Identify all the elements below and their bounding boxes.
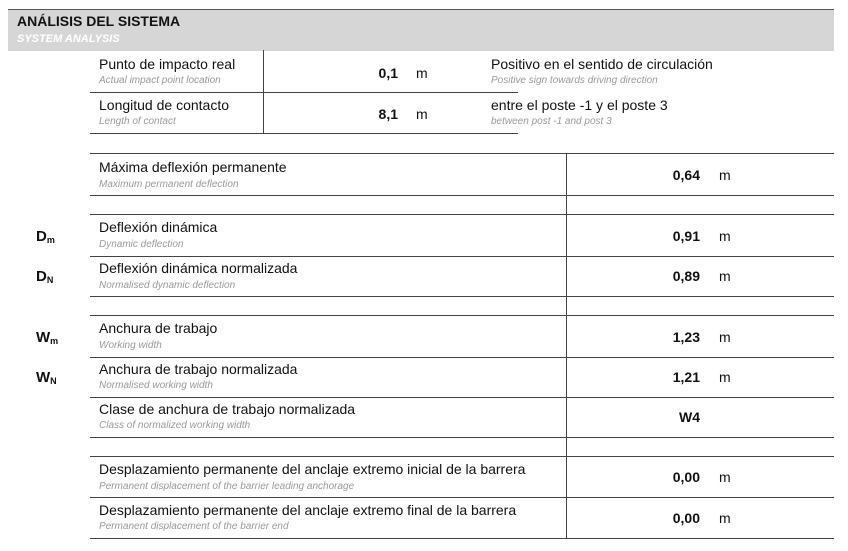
value: 0,91 xyxy=(672,228,700,244)
unit: m xyxy=(719,329,731,345)
value: 0,64 xyxy=(672,167,700,183)
label-en: Working width xyxy=(99,340,162,351)
note: entre el poste -1 y el poste 3 xyxy=(491,97,668,113)
label-en: Maximum permanent deflection xyxy=(99,179,239,190)
label-en: Normalised dynamic deflection xyxy=(99,280,236,291)
label: Desplazamiento permanente del anclaje extremo final de la barrera xyxy=(99,502,517,518)
section-title: ANÁLISIS DEL SISTEMA xyxy=(17,13,181,29)
label-en: Permanent displacement of the barrier leading anchorage xyxy=(99,481,355,492)
label: Deflexión dinámica xyxy=(99,219,218,235)
unit: m xyxy=(719,167,731,183)
divider xyxy=(90,153,834,154)
divider xyxy=(90,497,834,498)
divider xyxy=(90,456,834,457)
label: Deflexión dinámica normalizada xyxy=(99,260,298,276)
value: 0,00 xyxy=(672,510,700,526)
section-subtitle: SYSTEM ANALYSIS xyxy=(17,33,120,45)
note-en: between post -1 and post 3 xyxy=(491,116,612,127)
unit: m xyxy=(719,268,731,284)
label: Clase de anchura de trabajo normalizada xyxy=(99,401,356,417)
value: 0,00 xyxy=(672,469,700,485)
value: 0,89 xyxy=(672,268,700,284)
label: Anchura de trabajo xyxy=(99,320,218,336)
divider xyxy=(566,153,567,539)
symbol: $D_m$ xyxy=(36,228,55,245)
unit: m xyxy=(719,369,731,385)
unit: m xyxy=(719,469,731,485)
divider xyxy=(90,214,834,215)
label-en: Class of normalized working width xyxy=(99,420,251,431)
value: 8,1 xyxy=(378,106,398,122)
value: 1,21 xyxy=(672,369,700,385)
divider xyxy=(90,397,834,398)
label: Anchura de trabajo normalizada xyxy=(99,361,298,377)
divider xyxy=(90,296,834,297)
unit: m xyxy=(719,510,731,526)
divider xyxy=(90,357,834,358)
label: Desplazamiento permanente del anclaje extremo inicial de la barrera xyxy=(99,461,526,477)
label-en: Actual impact point location xyxy=(99,75,221,86)
unit: m xyxy=(416,65,428,81)
divider xyxy=(90,195,834,196)
unit: m xyxy=(416,106,428,122)
value: 0,1 xyxy=(378,65,398,81)
divider xyxy=(90,256,834,257)
symbol: $W_m$ xyxy=(36,329,59,346)
symbol: $W_N$ xyxy=(36,369,57,386)
label-en: Length of contact xyxy=(99,116,176,127)
divider xyxy=(263,50,264,134)
divider xyxy=(90,437,834,438)
label: Punto de impacto real xyxy=(99,56,236,72)
value: 1,23 xyxy=(672,329,700,345)
label-en: Permanent displacement of the barrier end xyxy=(99,521,289,532)
section-header xyxy=(8,9,834,51)
symbol: $D_N$ xyxy=(36,268,54,285)
unit: m xyxy=(719,228,731,244)
label-en: Dynamic deflection xyxy=(99,239,184,250)
label-en: Normalised working width xyxy=(99,380,213,391)
divider xyxy=(90,92,518,93)
note-en: Positive sign towards driving direction xyxy=(491,75,658,86)
divider xyxy=(90,538,834,539)
label: Máxima deflexión permanente xyxy=(99,159,287,175)
label: Longitud de contacto xyxy=(99,97,229,113)
value: W4 xyxy=(679,409,700,425)
note: Positivo en el sentido de circulación xyxy=(491,56,713,72)
divider xyxy=(90,315,834,316)
divider xyxy=(90,133,518,134)
